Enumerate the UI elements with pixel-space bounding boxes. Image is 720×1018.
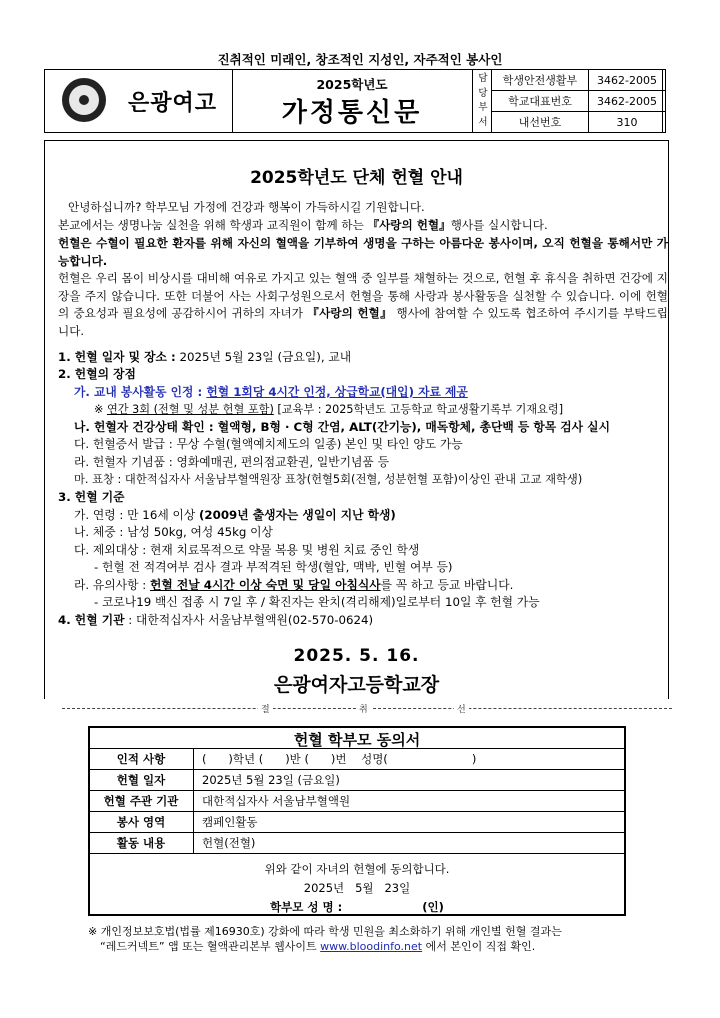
criteria-weight: 나. 체중 : 남성 50kg, 여성 45kg 이상 [74, 525, 273, 539]
intro-paragraph: 본교에서는 생명나눔 실천을 위해 학생과 교직원이 함께 하는 『사랑의 헌혈』행사를 실시합니다. [58, 218, 548, 232]
table-row: 봉사 영역 캠페인활동 [89, 812, 626, 833]
criteria-exclusion: 다. 제외대상 : 현재 치료목적으로 약물 복용 및 병원 치료 중인 학생 [74, 543, 420, 557]
table-row: 헌혈 일자 2025년 5월 23일 (금요일) [89, 770, 626, 791]
benefit-souvenir: 라. 헌혈자 기념품 : 영화예매권, 편의점교환권, 일반기념품 등 [74, 455, 389, 469]
consent-statement: 위와 같이 자녀의 헌혈에 동의합니다. [264, 862, 450, 876]
benefit-health-check: 나. 헌혈자 건강상태 확인 : 혈액형, B형 · C형 간염, ALT(간기능), 매독항체, 총단백 등 항목 검사 실시 [74, 420, 610, 434]
benefit-volunteer-hours: 가. 교내 봉사활동 인정 : 헌혈 1회당 4시간 인정, 상급학교(대입) 자료 제공 [74, 385, 468, 399]
criteria-age: 가. 연령 : 만 16세 이상 (2009년 출생자는 생일이 지난 학생) [74, 508, 396, 522]
school-motto: 진취적인 미래인, 창조적인 지성인, 자주적인 봉사인 [217, 52, 503, 67]
consent-table [88, 748, 626, 854]
blood-donation-statement: 헌혈은 수혈이 필요한 환자를 위해 자신의 혈액을 기부하여 생명을 구하는 아름다운 봉사이며, 오직 헌혈을 통해서만 가능합니다. [58, 236, 668, 268]
criteria-caution: 라. 유의사항 : 헌혈 전날 4시간 이상 숙면 및 당일 아침식사를 꼭 하고 등교 바랍니다. [74, 578, 514, 592]
cut-label: 절 [258, 702, 273, 715]
request-paragraph: 헌혈은 우리 몸이 비상시를 대비해 여유로 가지고 있는 혈액 중 일부를 채혈하는 것으로, 헌혈 후 휴식을 취하면 건강에 지장을 주지 않습니다. 또한 더불어 사는 사회구성원으로서 헌혈을 통해 사랑과 봉사활동을 실천할 수 있습니다. 이에 헌혈의 중요성과 필요성에 공감하시어 귀하의 자녀가 『사랑의 헌혈』 행사에 참여할 수 있도록 협조하여 주시기를 부탁드립니다. [58, 271, 668, 338]
section-benefits: 2. 헌혈의 장점 [58, 367, 136, 381]
section-date-place: 1. 헌혈 일자 및 장소 : 2025년 5월 23일 (금요일), 교내 [58, 350, 352, 364]
principal-signature: 은광여자고등학교장 [273, 674, 440, 696]
school-year: 2025학년도 [316, 77, 388, 92]
notice-date: 2025. 5. 16. [293, 646, 420, 666]
contact-table: 학생안전생활부 3462-2005 학교대표번호 3462-2005 내선번호 310 [491, 69, 666, 133]
cut-label: 선 [454, 702, 469, 715]
consent-date: 2025년 5월 23일 [303, 881, 411, 895]
privacy-footnote: ※ 개인정보보호법(법률 제16930호) 강화에 따라 학생 민원을 최소화하기 위해 개인별 헌혈 결과는 “레드커넥트” 앱 또는 혈액관리본부 웹사이트 www.bloodinfo.net 에서 본인이 직접 확인. [88, 925, 562, 953]
student-info-field[interactable]: ( )학년 ( )반 ( )번 성명( ) [194, 749, 626, 770]
section-organization: 4. 헌혈 기관 : 대한적십자사 서울남부혈액원(02-570-0624) [58, 613, 374, 627]
greeting: 안녕하십니까? 학부모님 가정에 건강과 행복이 가득하시길 기원합니다. [68, 200, 425, 214]
section-criteria: 3. 헌혈 기준 [58, 490, 125, 504]
parent-signature-field[interactable]: 학부모 성 명 : (인) [270, 900, 444, 914]
criteria-covid: - 코로나19 백신 접종 시 7일 후 / 확진자는 완치(격리해제)일로부터 10일 후 헌혈 가능 [94, 595, 540, 609]
document-title: 가정통신문 [281, 98, 423, 128]
benefit-award: 마. 표창 : 대한적십자사 서울남부혈액원장 표창(헌혈5회(전혈, 성분헌혈 포함)이상인 관내 고교 재학생) [74, 473, 583, 486]
school-name: 은광여고 [128, 91, 218, 116]
benefit-note: ※ 연간 3회 (전혈 및 성분 헌혈 포함) [교육부 : 2025학년도 고등학교 학교생활기록부 기재요령] [94, 403, 564, 416]
bloodinfo-link[interactable]: www.bloodinfo.net [320, 940, 423, 953]
notice-title: 2025학년도 단체 헌혈 안내 [250, 168, 463, 188]
consent-form-title: 헌혈 학부모 동의서 [293, 731, 421, 749]
table-row: 헌혈 주관 기관 대한적십자사 서울남부혈액원 [89, 791, 626, 812]
table-row: 인적 사항 ( )학년 ( )반 ( )번 성명( ) [89, 749, 626, 770]
cut-label: 취 [356, 702, 371, 715]
table-row: 활동 내용 헌혈(전혈) [89, 833, 626, 854]
criteria-exclusion-detail: - 헌혈 전 적격여부 검사 결과 부적격된 학생(혈압, 맥박, 빈혈 여부 등) [94, 560, 453, 574]
department-label: 담 당 부 서 [478, 73, 488, 128]
benefit-certificate: 다. 헌혈증서 발급 : 무상 수혈(혈액예치제도의 일종) 본인 및 타인 양도 가능 [74, 437, 463, 451]
school-logo [62, 78, 106, 122]
